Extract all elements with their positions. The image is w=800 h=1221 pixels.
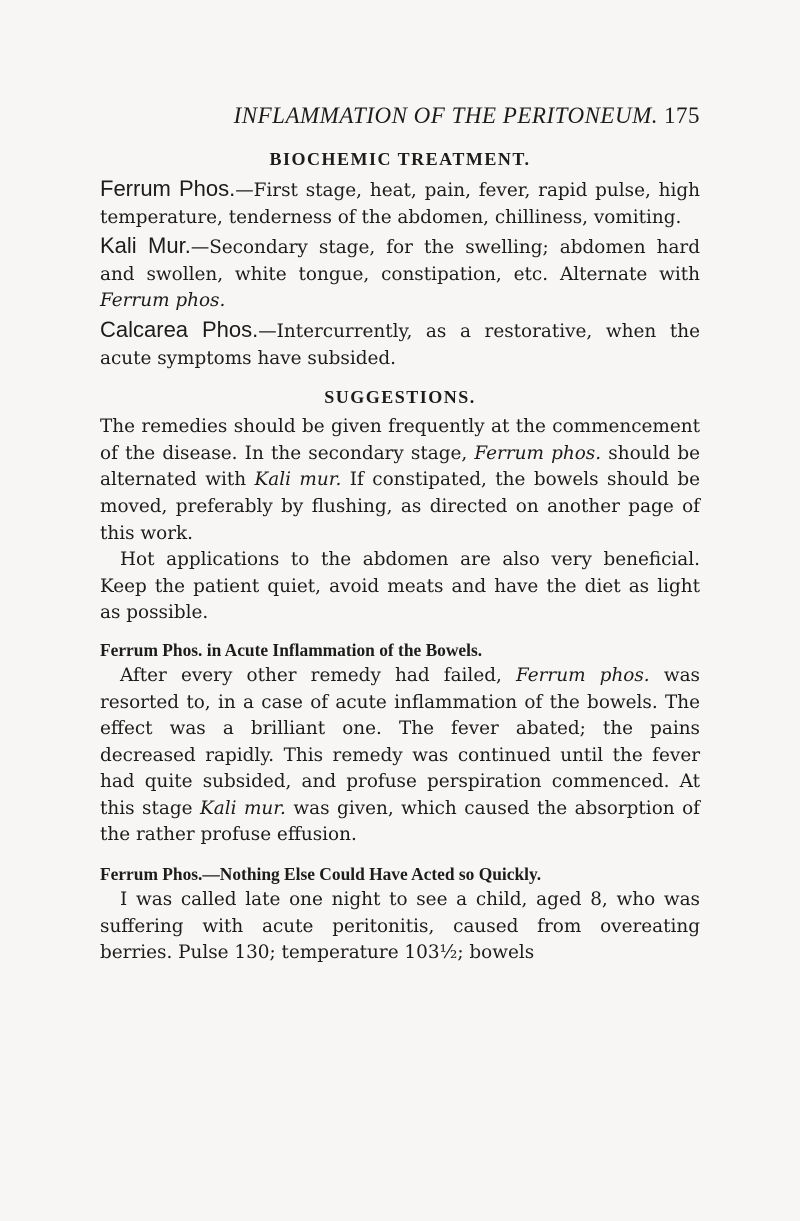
remedy-name: Kali Mur.: [100, 233, 191, 259]
running-head: [100, 100, 700, 132]
running-title: INFLAMMATION OF THE PERITONEUM.: [233, 103, 658, 128]
remedy-reference: Ferrum phos.: [516, 664, 650, 686]
remedy-reference: Ferrum phos.: [100, 290, 226, 312]
suggestions-paragraph-2: Hot applications to the abdomen are also very beneficial. Keep the patient quiet, avoid meats and have the diet as light as possible.: [100, 549, 700, 624]
case-paragraph-peritonitis: I was called late one night to see a child, aged 8, who was suffering with acute peritonitis, caused from overeating berries. Pulse 130; temperature 103½; bowels: [100, 889, 700, 964]
case-heading-acute-inflammation: Ferrum Phos. in Acute Inflammation of the Bowels.: [100, 639, 483, 660]
remedy-text: —First stage, heat, pain, fever, rapid pulse, high temperature, tenderness of the abdomen, chilliness, vomiting.: [100, 180, 701, 228]
book-page: [100, 100, 700, 967]
remedy-reference: Kali mur.: [254, 469, 342, 491]
remedy-ferrum-phos: [100, 176, 700, 231]
remedy-reference: Ferrum phos.: [474, 442, 602, 464]
case-paragraph-acute-inflammation: [100, 663, 700, 849]
page-number: 175: [664, 103, 700, 128]
text-run: If constipated, the bowels should be moved, preferably by flushing, as directed on another page of this work.: [100, 469, 700, 544]
case-heading-nothing-else: Ferrum Phos.—Nothing Else Could Have Acted so Quickly.: [100, 864, 542, 885]
remedy-reference: Kali mur.: [200, 797, 286, 819]
text-run: After every other remedy had failed,: [120, 664, 516, 686]
biochemic-treatment-heading: BIOCHEMIC TREATMENT.: [269, 149, 531, 169]
remedy-calcarea-phos: [100, 317, 700, 372]
remedy-name: Ferrum Phos.: [100, 176, 236, 201]
remedy-name: Calcarea Phos.: [100, 316, 259, 342]
remedy-text: —Secondary stage, for the swelling; abdomen hard and swollen, white tongue, constipation, etc. Alternate with: [100, 237, 700, 285]
suggestions-heading: SUGGESTIONS.: [324, 387, 476, 408]
remedy-kali-mur: [100, 233, 700, 315]
text-run: was resorted to, in a case of acute inflammation of the bowels. The effect was a brilliant one. The fever abated; the pains decreased rapidly. This remedy was continued until the fever had quite subsided, and profuse perspiration commenced. At this stage: [100, 664, 700, 819]
text-run: should be alternated with: [100, 442, 700, 491]
text-run: was given, which caused the absorption of the rather profuse effusion.: [100, 797, 700, 846]
suggestions-paragraph-1: [100, 414, 700, 547]
remedy-text: —Intercurrently, as a restorative, when the acute symptoms have subsided.: [100, 320, 700, 369]
text-run: The remedies should be given frequently at the commencement of the disease. In the secondary stage,: [100, 416, 700, 464]
